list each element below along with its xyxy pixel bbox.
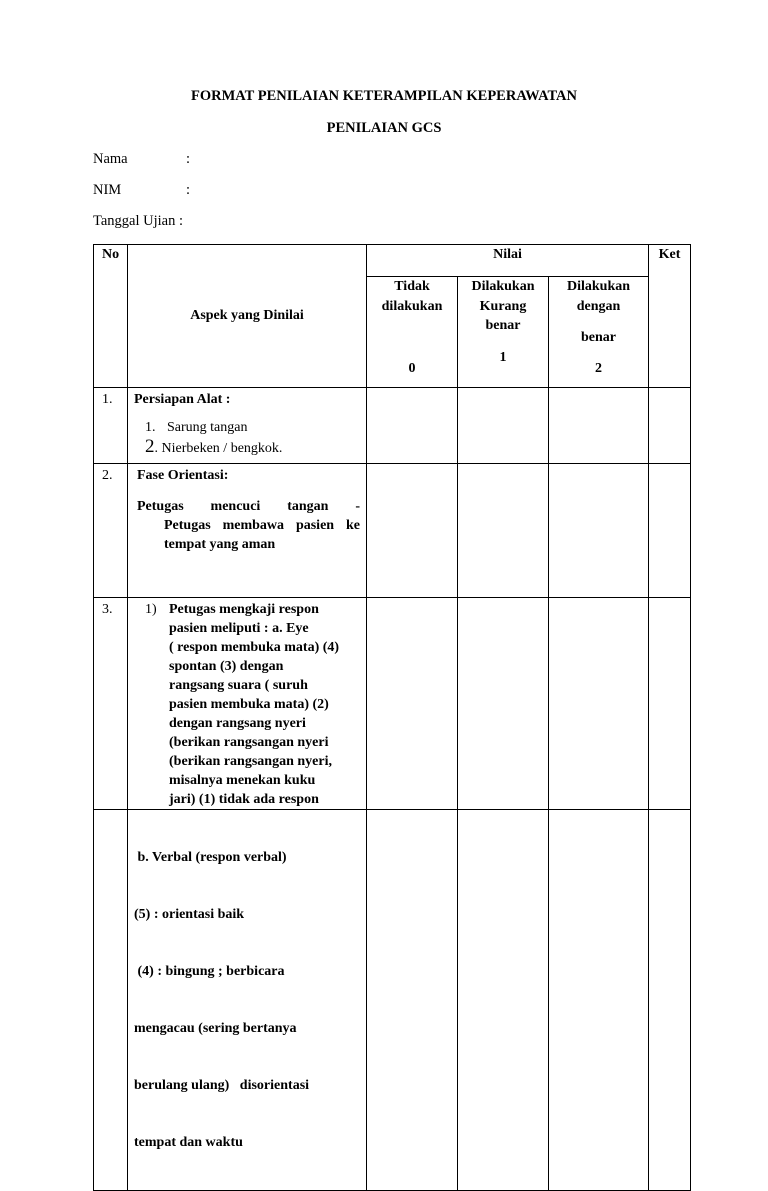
field-label: Tanggal Ujian : <box>93 213 183 229</box>
score-cell[interactable] <box>458 810 549 1191</box>
score-cell[interactable] <box>458 598 549 810</box>
row-number: 3. <box>94 598 128 810</box>
score-cell[interactable] <box>458 464 549 598</box>
list-item <box>134 418 360 437</box>
header-line: Dilakukan <box>471 279 535 294</box>
header-score: 0 <box>408 361 416 376</box>
row-text: Petugas mengkaji respon <box>169 602 319 617</box>
header-tidak-dilakukan <box>367 277 458 388</box>
list-item-text: Sarung tangan <box>167 420 248 435</box>
field-nim <box>93 182 191 199</box>
list-item <box>134 437 360 459</box>
ket-cell[interactable] <box>649 598 691 810</box>
row-text: misalnya menekan kuku <box>169 773 316 788</box>
row-text: b. Verbal (respon verbal) <box>134 850 287 865</box>
row-text: tempat dan waktu <box>134 1135 243 1150</box>
field-label: Nama <box>93 151 128 167</box>
table-row <box>94 598 691 810</box>
form-subtitle: PENILAIAN GCS <box>326 120 442 136</box>
row-text: rangsang suara ( suruh <box>169 678 308 693</box>
row-text: Petugas membawa pasien ke tempat yang aman <box>164 518 360 552</box>
ket-cell[interactable] <box>649 464 691 598</box>
row-text: (berikan rangsangan nyeri <box>169 735 329 750</box>
row-text: dengan rangsang nyeri <box>169 716 306 731</box>
header-score: 2 <box>595 361 602 376</box>
header-no: No <box>94 245 128 388</box>
row-number <box>94 810 128 1191</box>
field-label: NIM <box>93 182 122 198</box>
form-title: FORMAT PENILAIAN KETERAMPILAN KEPERAWATAN <box>190 88 578 104</box>
score-cell[interactable] <box>367 388 458 464</box>
row-text: (4) : bingung ; berbicara <box>134 964 285 979</box>
list-item-text: . Nierbeken / bengkok. <box>154 441 283 456</box>
row-text: ( respon membuka mata) (4) <box>169 640 340 655</box>
score-cell[interactable] <box>367 810 458 1191</box>
header-dengan-benar <box>549 277 649 388</box>
row-text: (5) : orientasi baik <box>134 907 245 922</box>
row-text: spontan (3) dengan <box>169 659 284 674</box>
ket-cell[interactable] <box>649 810 691 1191</box>
field-nama <box>93 151 191 168</box>
ket-cell[interactable] <box>649 388 691 464</box>
score-cell[interactable] <box>458 388 549 464</box>
header-line: dengan <box>576 298 621 314</box>
row-aspect <box>128 810 367 1191</box>
row-text: pasien meliputi : a. Eye <box>169 621 309 636</box>
list-item-number: 1) <box>145 602 157 617</box>
list-item-number: 2 <box>145 436 155 457</box>
row-aspect <box>128 464 367 598</box>
row-number: 2. <box>94 464 128 598</box>
score-cell[interactable] <box>549 388 649 464</box>
header-line: Tidak <box>394 279 430 294</box>
list-item-number: 1. <box>145 420 156 435</box>
header-score: 1 <box>499 350 507 365</box>
score-cell[interactable] <box>367 464 458 598</box>
row-text-block <box>128 600 360 809</box>
row-text: Petugas mencuci tangan - <box>137 499 360 514</box>
row-heading: Fase Orientasi: <box>137 468 229 483</box>
header-line: benar <box>485 318 521 333</box>
table-row <box>94 810 691 1191</box>
field-colon: : <box>186 182 191 198</box>
row-text: jari) (1) tidak ada respon <box>169 792 319 807</box>
header-line: dilakukan <box>381 298 443 314</box>
score-cell[interactable] <box>549 464 649 598</box>
header-line: Kurang <box>479 298 527 314</box>
row-heading: Persiapan Alat : <box>134 392 231 407</box>
score-cell[interactable] <box>367 598 458 810</box>
header-nilai: Nilai <box>367 245 649 277</box>
header-kurang-benar <box>458 277 549 388</box>
table-row <box>94 464 691 598</box>
row-text: berulang ulang) disorientasi <box>134 1078 310 1093</box>
row-text: pasien membuka mata) (2) <box>169 697 329 712</box>
row-aspect <box>128 598 367 810</box>
score-cell[interactable] <box>549 810 649 1191</box>
field-colon: : <box>186 151 191 167</box>
table-row <box>94 388 691 464</box>
assessment-table <box>93 244 691 1191</box>
header-ket: Ket <box>649 245 691 388</box>
header-line: benar <box>581 330 616 345</box>
score-cell[interactable] <box>549 598 649 810</box>
header-aspek: Aspek yang Dinilai <box>128 245 367 388</box>
header-line: Dilakukan <box>566 279 631 294</box>
row-number: 1. <box>94 388 128 464</box>
field-tanggal-ujian <box>93 213 183 230</box>
row-aspect <box>128 388 367 464</box>
row-text: mengacau (sering bertanya <box>134 1021 297 1036</box>
row-text: (berikan rangsangan nyeri, <box>169 754 332 769</box>
